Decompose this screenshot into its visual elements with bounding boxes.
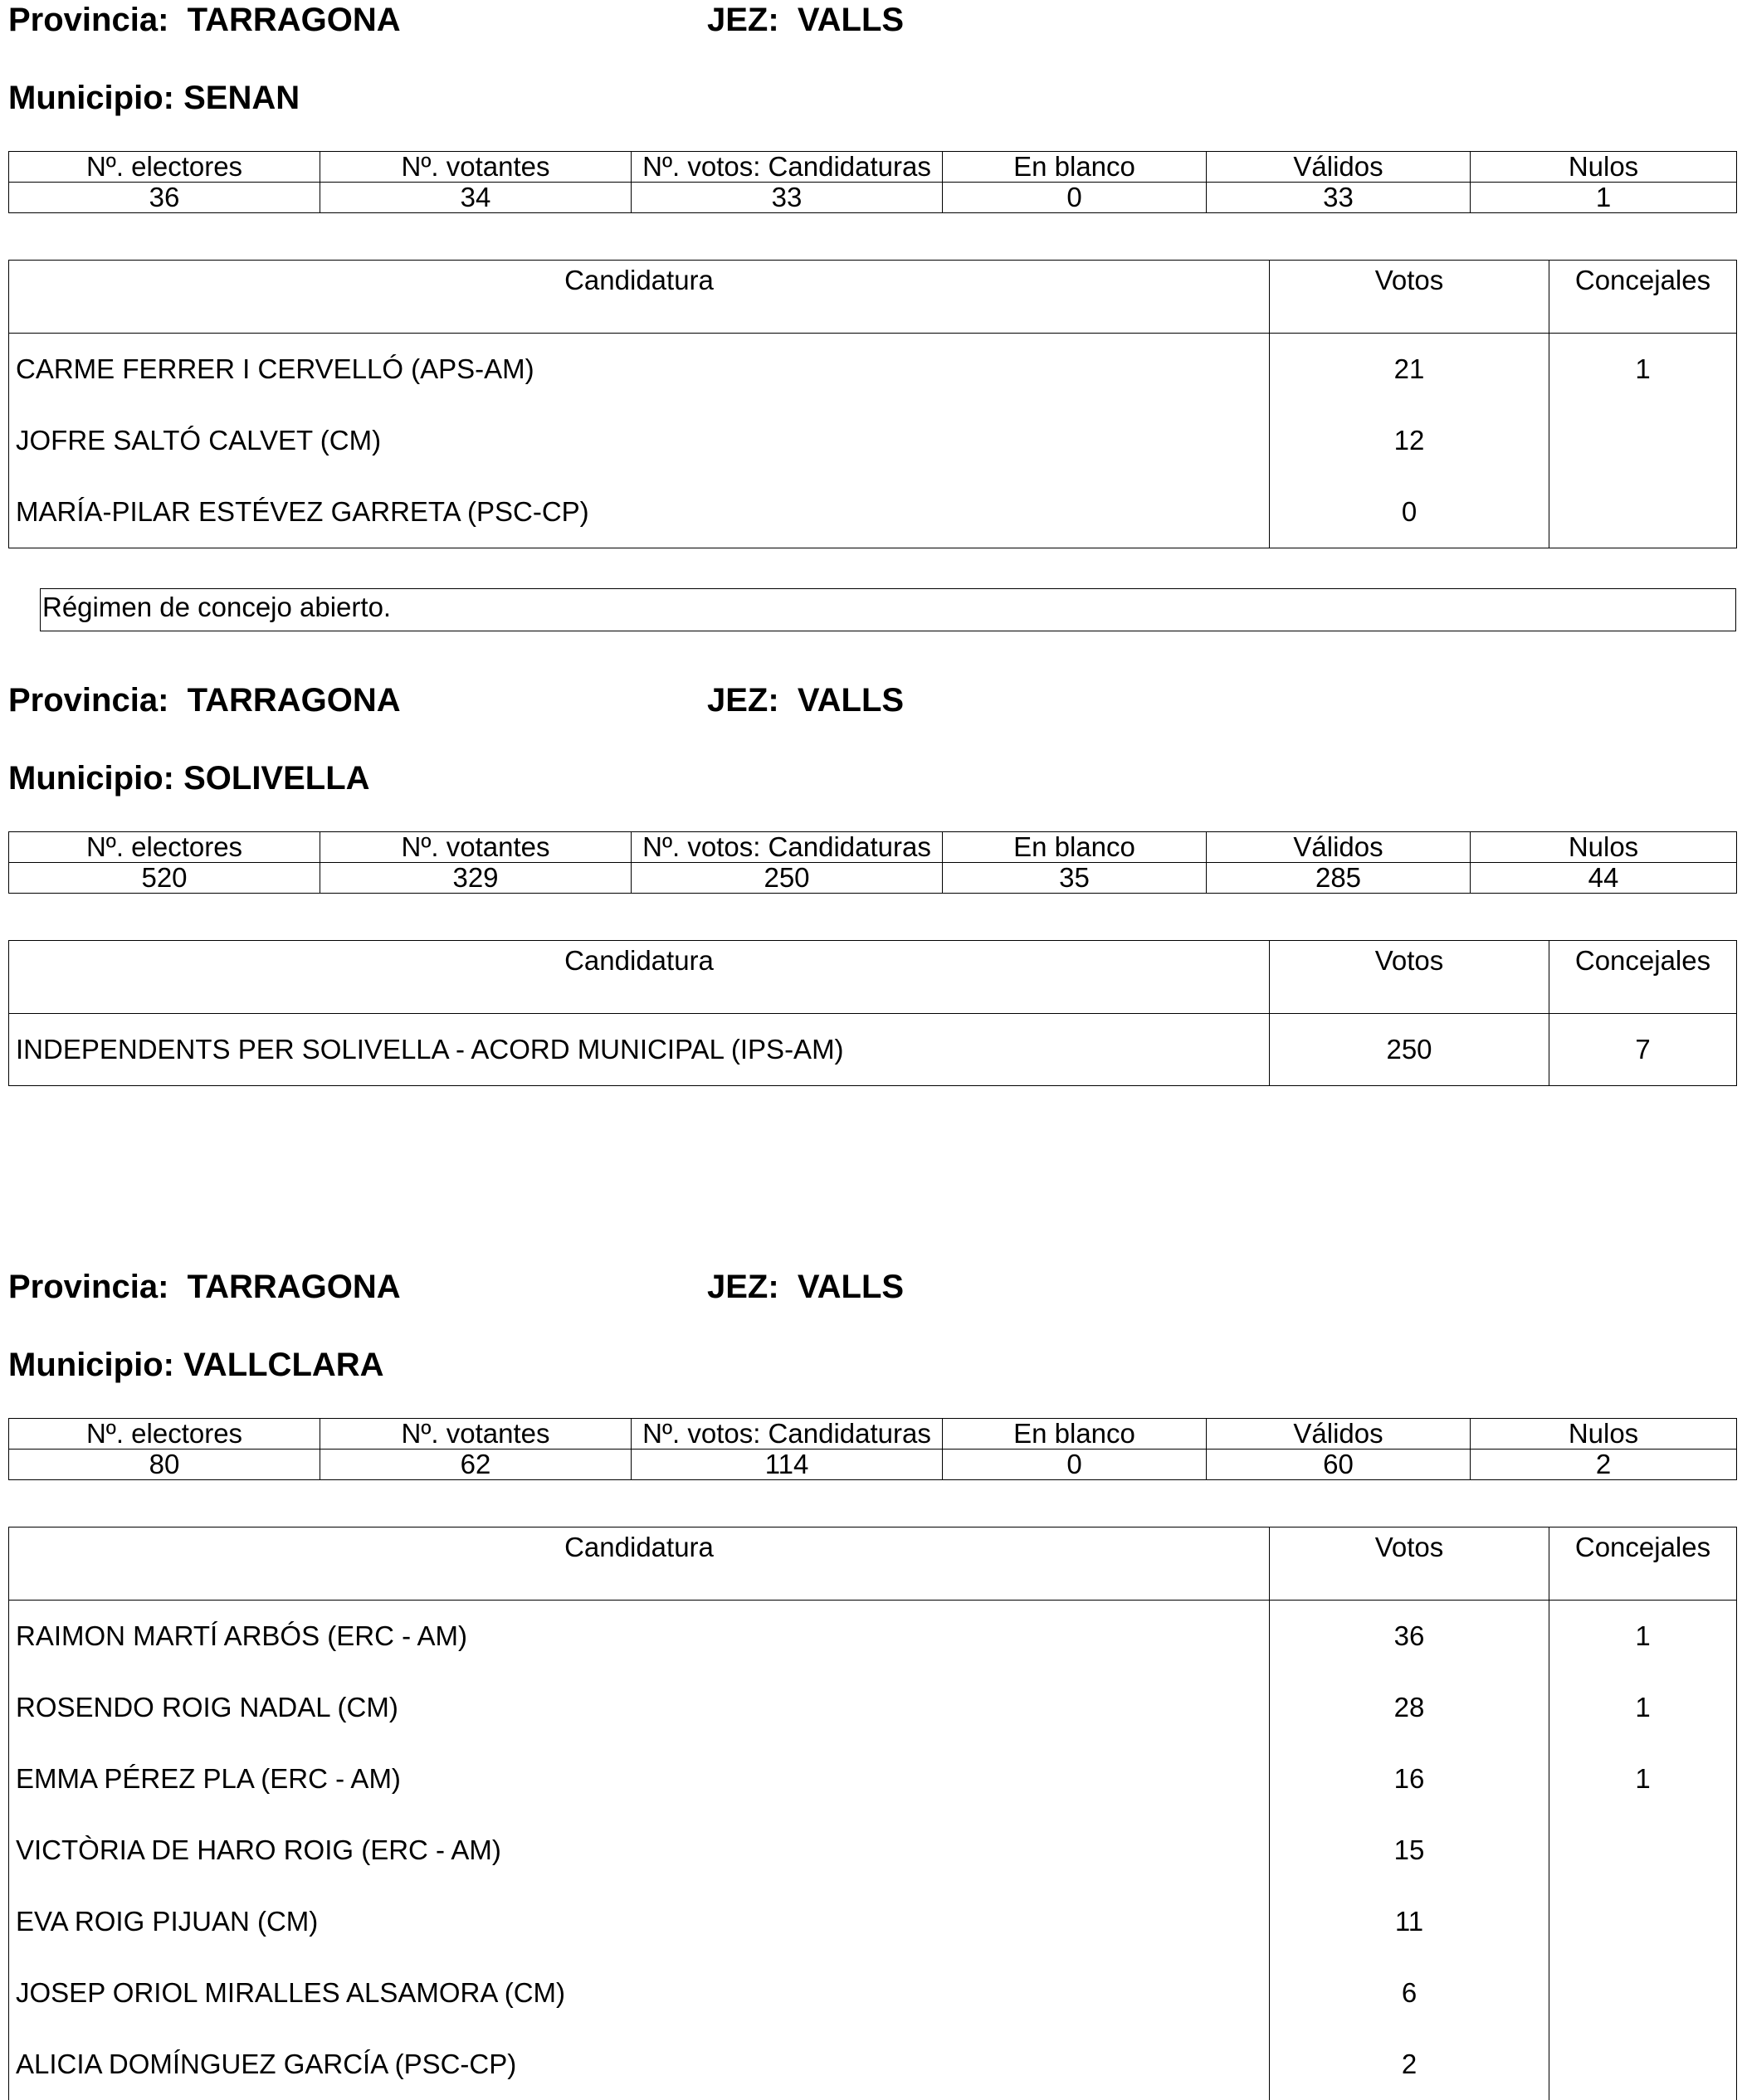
stats-header-row	[9, 152, 1737, 183]
candidate-concejales: 1	[1549, 334, 1737, 406]
municipio-value: SENAN	[183, 80, 300, 116]
candidates-table	[8, 260, 1737, 548]
regime-note: Régimen de concejo abierto.	[40, 588, 1736, 631]
cand-header-votos: Votos	[1270, 1527, 1549, 1601]
table-row	[9, 476, 1737, 548]
candidates-header-row	[9, 1527, 1737, 1601]
candidate-concejales: 1	[1549, 1743, 1737, 1815]
candidate-name: MARÍA-PILAR ESTÉVEZ GARRETA (PSC-CP)	[9, 476, 1270, 548]
stat-header-votos-candidaturas: Nº. votos: Candidaturas	[632, 1419, 943, 1450]
stat-value-electores: 36	[9, 183, 320, 213]
candidate-name: JOFRE SALTÓ CALVET (CM)	[9, 405, 1270, 476]
stat-value-nulos: 1	[1471, 183, 1737, 213]
candidate-votos: 11	[1270, 1886, 1549, 1957]
cand-header-concejales: Concejales	[1549, 941, 1737, 1014]
stat-value-nulos: 2	[1471, 1450, 1737, 1480]
stats-value-row	[9, 1450, 1737, 1480]
candidate-concejales: 1	[1549, 1601, 1737, 1673]
jez-value: VALLS	[797, 682, 905, 719]
candidate-concejales	[1549, 405, 1737, 476]
provincia-heading	[8, 680, 401, 720]
stat-header-nulos: Nulos	[1471, 832, 1737, 863]
provincia-heading	[8, 0, 401, 40]
candidate-votos: 15	[1270, 1815, 1549, 1886]
stat-value-votos-candidaturas: 250	[632, 863, 943, 894]
stat-header-votos-candidaturas: Nº. votos: Candidaturas	[632, 832, 943, 863]
table-row	[9, 1014, 1737, 1086]
provincia-heading	[8, 1267, 401, 1307]
stat-value-validos: 285	[1207, 863, 1471, 894]
stat-header-votantes: Nº. votantes	[320, 152, 632, 183]
cand-header-concejales: Concejales	[1549, 1527, 1737, 1601]
provincia-value: TARRAGONA	[187, 682, 401, 719]
candidate-name: EMMA PÉREZ PLA (ERC - AM)	[9, 1743, 1270, 1815]
stats-table	[8, 1418, 1737, 1480]
provincia-label: Provincia:	[8, 1269, 169, 1305]
stat-header-nulos: Nulos	[1471, 152, 1737, 183]
table-row	[9, 1743, 1737, 1815]
municipio-heading	[8, 1345, 384, 1385]
candidate-votos: 12	[1270, 405, 1549, 476]
stats-header-row	[9, 1419, 1737, 1450]
jez-heading	[707, 0, 904, 40]
stat-header-en-blanco: En blanco	[943, 152, 1207, 183]
table-row	[9, 405, 1737, 476]
candidate-concejales	[1549, 476, 1737, 548]
table-row	[9, 1601, 1737, 1673]
table-row	[9, 1957, 1737, 2029]
jez-value: VALLS	[797, 1269, 905, 1305]
candidate-votos: 16	[1270, 1743, 1549, 1815]
stat-value-electores: 520	[9, 863, 320, 894]
stat-value-votantes: 329	[320, 863, 632, 894]
jez-heading	[707, 680, 904, 720]
stats-value-row	[9, 183, 1737, 213]
candidate-votos: 21	[1270, 334, 1549, 406]
provincia-value: TARRAGONA	[187, 1269, 401, 1305]
municipio-heading	[8, 758, 370, 798]
stat-header-electores: Nº. electores	[9, 832, 320, 863]
candidate-name: ALICIA DOMÍNGUEZ GARCÍA (PSC-CP)	[9, 2029, 1270, 2100]
candidate-name: INDEPENDENTS PER SOLIVELLA - ACORD MUNICIPAL (IPS-AM)	[9, 1014, 1270, 1086]
stat-value-en-blanco: 35	[943, 863, 1207, 894]
candidate-name: EVA ROIG PIJUAN (CM)	[9, 1886, 1270, 1957]
candidate-votos: 250	[1270, 1014, 1549, 1086]
table-row	[9, 1815, 1737, 1886]
table-row	[9, 2029, 1737, 2100]
stat-header-votantes: Nº. votantes	[320, 1419, 632, 1450]
table-row	[9, 334, 1737, 406]
stats-table	[8, 151, 1737, 213]
candidate-votos: 36	[1270, 1601, 1549, 1673]
candidate-votos: 28	[1270, 1672, 1549, 1743]
stats-header-row	[9, 832, 1737, 863]
candidates-header-row	[9, 941, 1737, 1014]
stat-header-validos: Válidos	[1207, 1419, 1471, 1450]
provincia-label: Provincia:	[8, 2, 169, 38]
stat-header-electores: Nº. electores	[9, 152, 320, 183]
stat-value-validos: 33	[1207, 183, 1471, 213]
candidate-concejales	[1549, 1886, 1737, 1957]
candidates-header-row	[9, 261, 1737, 334]
cand-header-votos: Votos	[1270, 261, 1549, 334]
municipio-value: SOLIVELLA	[183, 760, 370, 797]
jez-label: JEZ:	[707, 1269, 779, 1305]
candidate-votos: 0	[1270, 476, 1549, 548]
stat-header-validos: Válidos	[1207, 832, 1471, 863]
stat-header-electores: Nº. electores	[9, 1419, 320, 1450]
stat-header-votos-candidaturas: Nº. votos: Candidaturas	[632, 152, 943, 183]
cand-header-candidatura: Candidatura	[9, 261, 1270, 334]
municipio-label: Municipio:	[8, 1347, 174, 1383]
municipio-label: Municipio:	[8, 80, 174, 116]
municipio-value: VALLCLARA	[183, 1347, 384, 1383]
table-row	[9, 1672, 1737, 1743]
jez-label: JEZ:	[707, 682, 779, 719]
cand-header-candidatura: Candidatura	[9, 941, 1270, 1014]
candidates-table	[8, 1527, 1737, 2100]
candidate-concejales: 7	[1549, 1014, 1737, 1086]
candidate-concejales: 1	[1549, 1672, 1737, 1743]
cand-header-concejales: Concejales	[1549, 261, 1737, 334]
stat-header-votantes: Nº. votantes	[320, 832, 632, 863]
candidate-name: CARME FERRER I CERVELLÓ (APS-AM)	[9, 334, 1270, 406]
stat-header-en-blanco: En blanco	[943, 832, 1207, 863]
candidate-concejales	[1549, 1957, 1737, 2029]
candidate-concejales	[1549, 1815, 1737, 1886]
municipio-heading	[8, 78, 300, 118]
stat-value-nulos: 44	[1471, 863, 1737, 894]
candidate-name: VICTÒRIA DE HARO ROIG (ERC - AM)	[9, 1815, 1270, 1886]
candidate-votos: 6	[1270, 1957, 1549, 2029]
stat-value-electores: 80	[9, 1450, 320, 1480]
provincia-value: TARRAGONA	[187, 2, 401, 38]
stat-header-en-blanco: En blanco	[943, 1419, 1207, 1450]
stat-header-validos: Válidos	[1207, 152, 1471, 183]
stat-value-votantes: 34	[320, 183, 632, 213]
stat-value-votos-candidaturas: 33	[632, 183, 943, 213]
stats-value-row	[9, 863, 1737, 894]
candidate-name: ROSENDO ROIG NADAL (CM)	[9, 1672, 1270, 1743]
stat-value-en-blanco: 0	[943, 1450, 1207, 1480]
candidate-name: JOSEP ORIOL MIRALLES ALSAMORA (CM)	[9, 1957, 1270, 2029]
jez-value: VALLS	[797, 2, 905, 38]
cand-header-candidatura: Candidatura	[9, 1527, 1270, 1601]
cand-header-votos: Votos	[1270, 941, 1549, 1014]
candidates-table	[8, 940, 1737, 1086]
stat-value-validos: 60	[1207, 1450, 1471, 1480]
provincia-label: Provincia:	[8, 682, 169, 719]
candidate-votos: 2	[1270, 2029, 1549, 2100]
stat-value-en-blanco: 0	[943, 183, 1207, 213]
jez-label: JEZ:	[707, 2, 779, 38]
candidate-name: RAIMON MARTÍ ARBÓS (ERC - AM)	[9, 1601, 1270, 1673]
stat-header-nulos: Nulos	[1471, 1419, 1737, 1450]
table-row	[9, 1886, 1737, 1957]
stat-value-votantes: 62	[320, 1450, 632, 1480]
candidate-concejales	[1549, 2029, 1737, 2100]
stats-table	[8, 831, 1737, 894]
jez-heading	[707, 1267, 904, 1307]
municipio-label: Municipio:	[8, 760, 174, 797]
stat-value-votos-candidaturas: 114	[632, 1450, 943, 1480]
